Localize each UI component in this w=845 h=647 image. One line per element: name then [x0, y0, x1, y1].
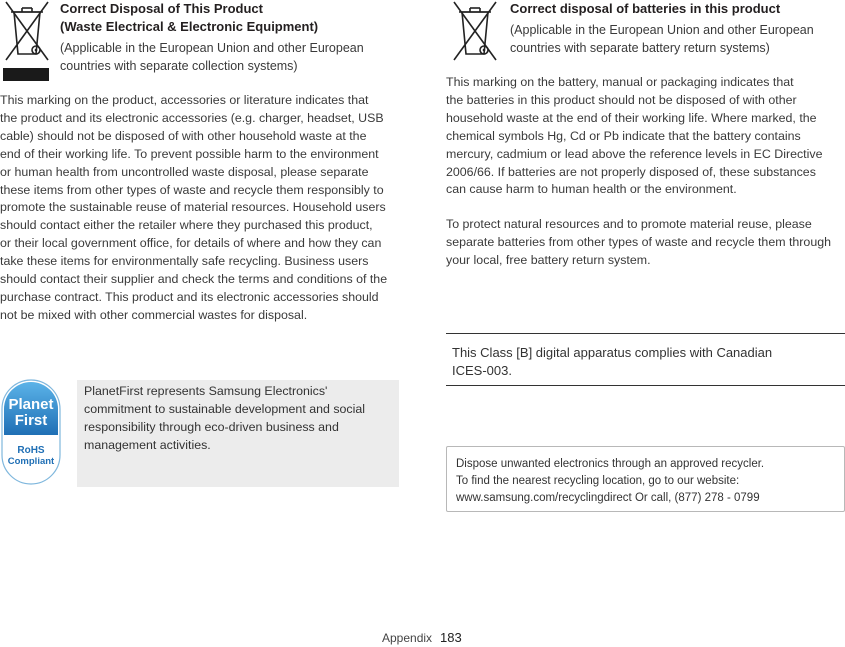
battery-body-line: 2006/66. If batteries are not properly disposed of, these substances [446, 164, 816, 179]
ices-top-rule [446, 333, 845, 334]
recycle-line: Dispose unwanted electronics through an approved recycler. [456, 458, 765, 470]
planet-text-line: PlanetFirst represents Samsung Electronics' [84, 384, 328, 398]
page-footer [382, 630, 462, 645]
weee-body-line: take these items for environmentally safe recycling. Business users [0, 254, 369, 269]
weee-subtitle-2: countries with separate collection systems) [60, 59, 298, 73]
weee-body-line: not be mixed with other commercial wastes for disposal. [0, 307, 308, 322]
recycle-line: To find the nearest recycling location, go to our website: [456, 475, 740, 487]
battery-body-line: mercury, cadmium or lead above the reference levels in EC Directive [446, 146, 823, 161]
weee-body-line: purchase contract. This product and its electronic accessories should [0, 289, 379, 304]
weee-title-2: (Waste Electrical & Electronic Equipment) [60, 19, 319, 34]
battery-body-line: your local, free battery return system. [446, 252, 651, 267]
ices-line: This Class [B] digital apparatus complies with Canadian [452, 345, 773, 360]
rohs-label: RoHS [17, 445, 45, 456]
battery-body-line: can cause harm to human health or the environment. [446, 182, 737, 197]
weee-body-line: end of their working life. To prevent possible harm to the environment [0, 146, 379, 161]
planet-text-line: management activities. [84, 437, 211, 452]
weee-body-line: should contact either the retailer where they purchased this product, [0, 218, 373, 233]
battery-body-1 [446, 74, 845, 199]
weee-body-line: these items from other types of waste and recycle them responsibly to [0, 182, 384, 197]
planet-logo-line2: First [14, 412, 48, 429]
planet-text-line: responsibility through eco-driven business and [84, 419, 339, 434]
battery-title: Correct disposal of batteries in this product [510, 1, 781, 16]
weee-title-1: Correct Disposal of This Product [60, 1, 263, 16]
weee-body-line: or their local government office, for details of where and how they can [0, 236, 382, 251]
weee-body [0, 92, 410, 325]
battery-body-line: the batteries in this product should not be disposed of with other [446, 92, 797, 107]
battery-subtitle-2: countries with separate battery return systems) [510, 41, 770, 55]
battery-body-line: This marking on the battery, manual or packaging indicates that [446, 75, 794, 89]
ices-bottom-rule [446, 385, 845, 386]
recycle-line: www.samsung.com/recyclingdirect Or call, (877) 278 - 0799 [456, 492, 760, 504]
planet-text-line: commitment to sustainable development and social [84, 401, 366, 416]
battery-body-2 [446, 216, 845, 270]
battery-body-line: To protect natural resources and to promote material reuse, please [446, 217, 812, 231]
battery-subtitle-1: (Applicable in the European Union and other European [510, 23, 814, 37]
ices-text [452, 344, 842, 380]
recycle-text [456, 456, 841, 507]
weee-subtitle-1: (Applicable in the European Union and other European [60, 41, 364, 55]
weee-body-line: or human health from uncontrolled waste disposal, please separate [0, 164, 369, 179]
weee-body-line: This marking on the product, accessories or literature indicates that [0, 93, 369, 107]
weee-body-line: promote the sustainable reuse of material resources. Household users [0, 200, 386, 215]
battery-body-line: chemical symbols Hg, Cd or Pb indicate that the battery contains [446, 128, 801, 143]
weee-body-line: the product and its electronic accessories (e.g. charger, headset, USB [0, 110, 384, 125]
weee-bin-bar [3, 68, 49, 81]
page-number: 183 [440, 630, 462, 645]
footer-label: Appendix [382, 631, 433, 645]
planetfirst-logo [0, 379, 62, 487]
planet-logo-line1: Planet [8, 396, 54, 413]
weee-body-line: cable) should not be disposed of with other household waste at the [0, 128, 367, 143]
compliant-label: Compliant [7, 456, 55, 467]
weee-bin-icon [4, 0, 50, 66]
battery-body-line: household waste at the end of their working life. Where marked, the [446, 110, 817, 125]
ices-line: ICES-003. [452, 363, 512, 378]
planetfirst-text [84, 383, 394, 455]
battery-bin-icon [452, 0, 498, 66]
weee-body-line: should contact their supplier and check the terms and conditions of the [0, 272, 388, 287]
battery-body-line: separate batteries from other types of waste and recycle them through [446, 234, 831, 249]
